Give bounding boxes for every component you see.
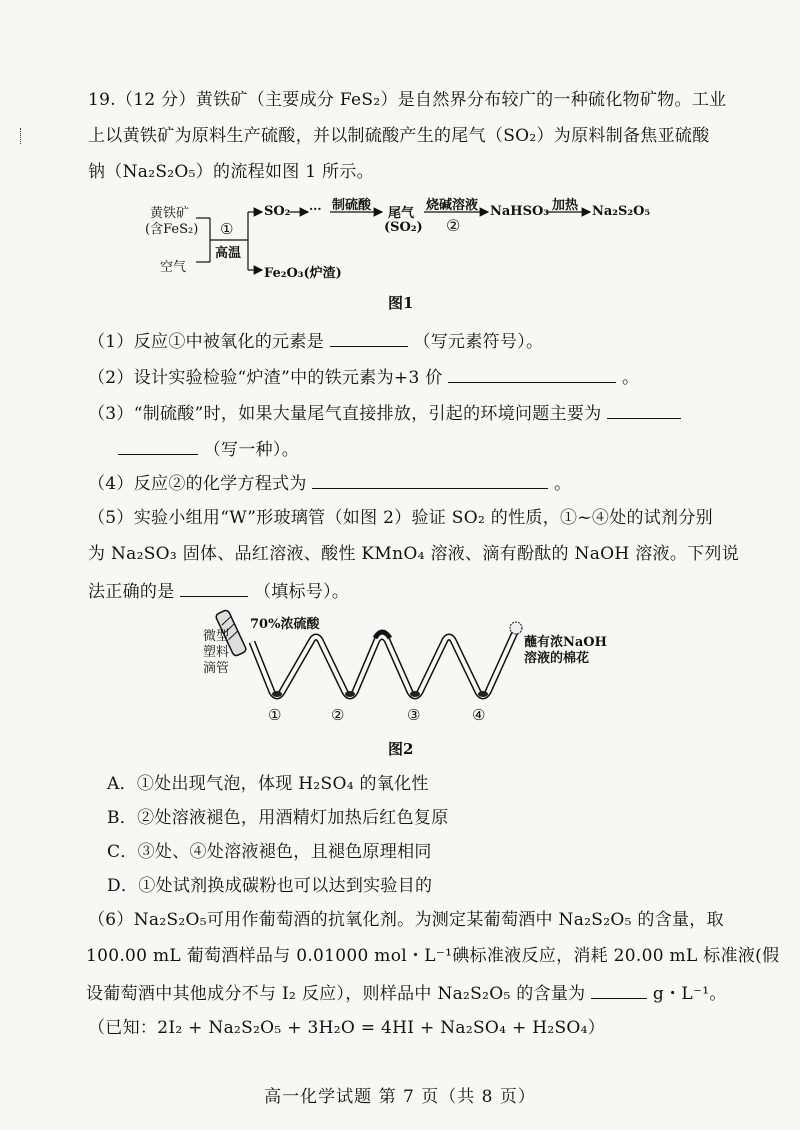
subquestion-6-text: 设葡萄酒中其他成分不与 I₂ 反应），则样品中 Na₂S₂O₅ 的含量为 <box>86 984 586 1004</box>
subquestion-3 <box>88 400 740 426</box>
concentrated-acid-label: 70%浓硫酸 <box>250 617 320 632</box>
subquestion-4-end: 。 <box>554 474 572 494</box>
subquestion-1-hint: （写元素符号）。 <box>413 332 544 352</box>
question-intro-line-3: 钠（Na₂S₂O₅）的流程如图 1 所示。 <box>88 162 374 182</box>
subquestion-4-text: （4）反应②的化学方程式为 <box>88 474 307 494</box>
cotton-plug <box>510 622 522 634</box>
subquestion-5-line-2: 为 Na₂SO₃ 固体、品红溶液、酸性 KMnO₄ 溶液、滴有酚酞的 NaOH 溶液。下列说 <box>88 544 740 564</box>
so2-label: SO₂ <box>264 204 291 219</box>
position-2-label: ② <box>331 706 345 724</box>
cotton-label-1: 蘸有浓NaOH <box>524 635 607 650</box>
page-footer: 高一化学试题 第 7 页（共 8 页） <box>264 1087 536 1107</box>
pool-2 <box>345 691 355 697</box>
step-2-marker: ② <box>446 216 461 235</box>
subquestion-3-cont <box>118 436 740 462</box>
w-tube-drawing <box>0 600 800 740</box>
position-1-label: ① <box>268 706 282 724</box>
subquestion-5-hint: （填标号）。 <box>253 582 350 602</box>
question-intro-line-2: 上以黄铁矿为原料生产硫酸，并以制硫酸产生的尾气（SO₂）为原料制备焦亚硫酸 <box>88 126 710 146</box>
product-label: Na₂S₂O₅ <box>592 204 651 219</box>
subquestion-3-hint: （写一种）。 <box>203 440 300 460</box>
subquestion-2-answer-blank[interactable] <box>448 364 616 383</box>
subquestion-3-text: （3）“制硫酸”时，如果大量尾气直接排放，引起的环境问题主要为 <box>88 404 602 424</box>
air-label: 空气 <box>160 260 187 275</box>
subquestion-4 <box>88 470 740 496</box>
subquestion-6-line-1: （6）Na₂S₂O₅可用作葡萄酒的抗氧化剂。为测定某葡萄酒中 Na₂S₂O₅ 的含量，取 <box>88 910 724 930</box>
pool-3 <box>410 691 420 697</box>
nahso3-label: NaHSO₃ <box>490 204 549 219</box>
position-3-label: ③ <box>407 706 421 724</box>
subquestion-1 <box>88 328 740 354</box>
subquestion-4-answer-blank[interactable] <box>312 470 548 489</box>
subquestion-3-answer-blank-1[interactable] <box>607 400 681 419</box>
alkali-solution-label: 烧碱溶液 <box>426 198 479 213</box>
dropper-label-1: 微型 <box>203 629 230 644</box>
dropper-label-2: 塑料 <box>203 645 230 660</box>
ore-label-1: 黄铁矿 <box>150 206 190 221</box>
pool-4 <box>478 691 488 697</box>
question-intro-line-1: 19.（12 分）黄铁矿（主要成分 FeS₂）是自然界分布较广的一种硫化物矿物。工业 <box>88 90 727 110</box>
dropper-label-3: 滴管 <box>203 661 230 676</box>
subquestion-6-line-3 <box>86 980 740 1006</box>
option-a[interactable]: A．①处出现气泡，体现 H₂SO₄ 的氧化性 <box>107 774 429 794</box>
subquestion-5-line-1: （5）实验小组用“W”形玻璃管（如图 2）验证 SO₂ 的性质，①~④处的试剂分别 <box>88 508 713 528</box>
step-1-marker: ① <box>220 220 234 238</box>
subquestion-5-text: 法正确的是 <box>88 582 175 602</box>
ore-label-2: (含FeS₂) <box>145 222 199 237</box>
condition-high-temp: 高温 <box>215 246 242 261</box>
subquestion-3-answer-blank-2[interactable] <box>118 436 198 455</box>
subquestion-1-answer-blank[interactable] <box>330 328 408 347</box>
heat-label: 加热 <box>552 198 579 213</box>
subquestion-6-line-2: 100.00 mL 葡萄酒样品与 0.01000 mol・L⁻¹碘标准液反应，消耗 20.00 mL 标准液(假 <box>86 946 780 966</box>
subquestion-6-unit: g・L⁻¹。 <box>652 984 727 1004</box>
position-4-label: ④ <box>472 706 486 724</box>
subquestion-5-answer-blank[interactable] <box>180 578 248 597</box>
figure-1-lines <box>0 0 800 320</box>
figure-1-caption: 图1 <box>388 294 414 312</box>
subquestion-6-known-equation: （已知：2I₂ + Na₂S₂O₅ + 3H₂O = 4HI + Na₂SO₄ + H₂SO₄） <box>88 1018 606 1038</box>
subquestion-6-answer-blank[interactable] <box>591 980 647 999</box>
subquestion-1-text: （1）反应①中被氧化的元素是 <box>88 332 325 352</box>
option-c[interactable]: C．③处、④处溶液褪色，且褪色原理相同 <box>107 842 432 862</box>
option-b[interactable]: B．②处溶液褪色，用酒精灯加热后红色复原 <box>107 808 449 828</box>
cotton-label-2: 溶液的棉花 <box>524 651 590 666</box>
subquestion-2-text: （2）设计实验检验“炉渣”中的铁元素为+3 价 <box>88 368 443 388</box>
tail-gas-label: 尾气 <box>388 206 415 221</box>
dots-label: ··· <box>309 202 322 216</box>
slag-label: Fe₂O₃(炉渣) <box>264 266 342 281</box>
subquestion-2-end: 。 <box>622 368 640 388</box>
pool-1 <box>272 691 282 697</box>
tail-gas-formula: (SO₂) <box>384 220 423 235</box>
option-d[interactable]: D．①处试剂换成碳粉也可以达到实验目的 <box>107 876 433 896</box>
make-acid-label: 制硫酸 <box>332 198 372 213</box>
subquestion-2 <box>88 364 740 390</box>
figure-2-caption: 图2 <box>388 740 414 758</box>
